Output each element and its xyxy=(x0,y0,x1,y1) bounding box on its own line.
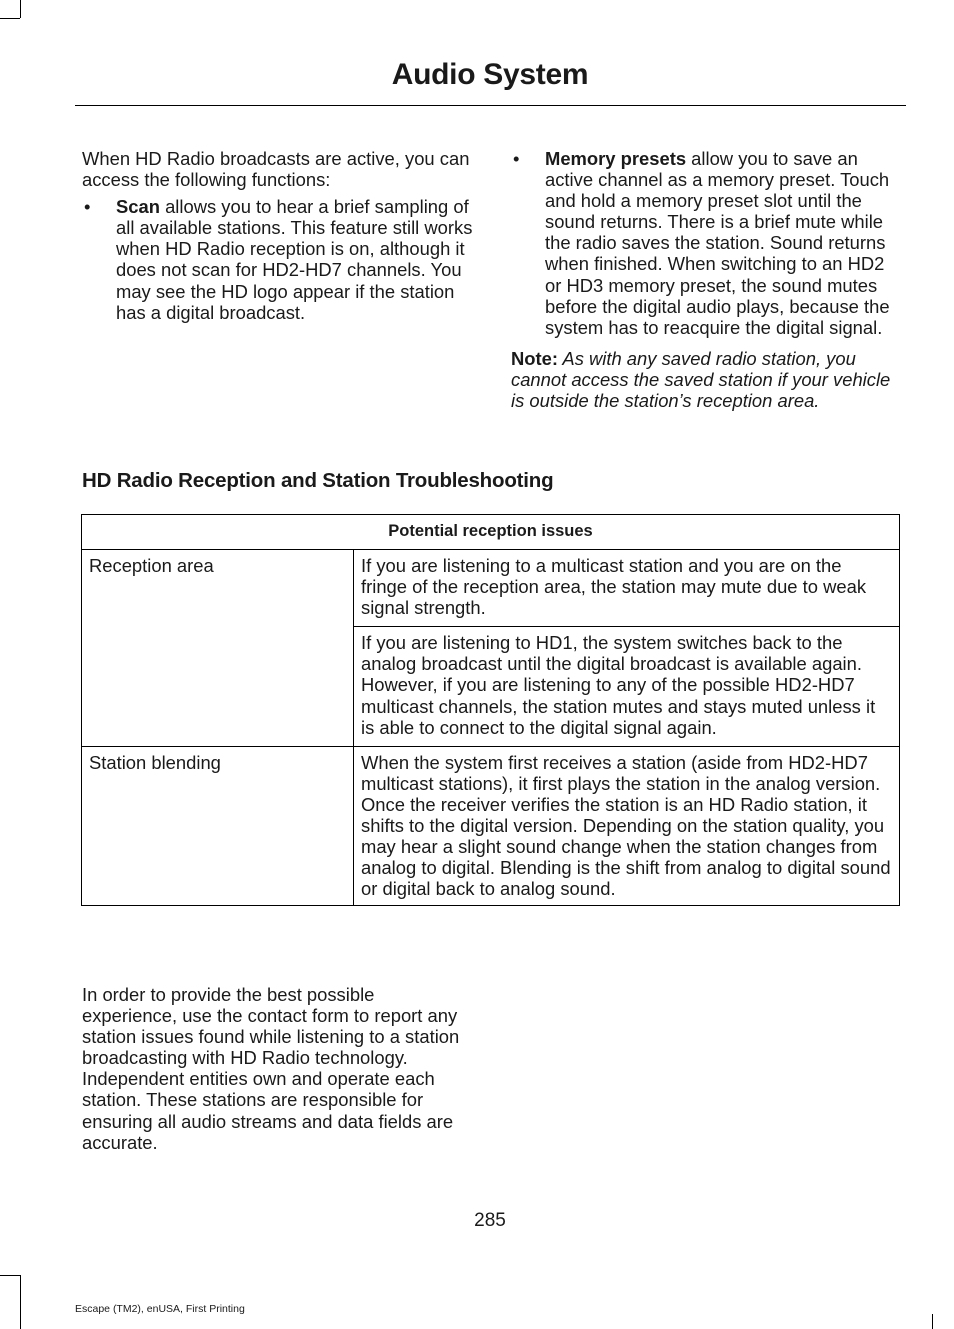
note-label: Note: xyxy=(511,347,558,369)
intro-paragraph: When HD Radio broadcasts are active, you can access the following functions: xyxy=(82,148,470,191)
crop-mark xyxy=(20,0,21,18)
crop-mark xyxy=(932,1314,933,1329)
closing-paragraph: In order to provide the best possible experience, use the contact form to report any station issues found while listening to a station broadcasting with HD Radio technology. Independent entities own and operate each station. These stations are responsible for ensuring all audio streams and data fields are accurate. xyxy=(82,984,460,1153)
bullet-memory-presets xyxy=(511,148,903,338)
table-row-label: Station blending xyxy=(82,746,354,906)
crop-mark xyxy=(0,18,20,19)
page-number: 285 xyxy=(474,1210,506,1231)
table-cell-text: When the system first receives a station (aside from HD2-HD7 multicast stations), it first plays the station in the analog version. Once the receiver verifies the station is an HD Radio station, it shifts to the digital version. Depending on the station quality, you may hear a slight sound change when the station changes from analog to digital. Blending is the shift from analog to digital sound or digital back to analog sound. xyxy=(354,746,900,906)
bullet-marker: • xyxy=(513,148,520,169)
table-row xyxy=(82,550,900,627)
right-column xyxy=(511,148,903,411)
bullet-text: allows you to hear a brief sampling of all available stations. This feature still works when HD Radio reception is on, although it does not scan for HD2-HD7 channels. You may see the HD logo appear if the station has a digital broadcast. xyxy=(116,196,473,323)
note-paragraph xyxy=(511,348,903,411)
bullet-text: allow you to save an active channel as a memory preset. Touch and hold a memory preset slot until the sound returns. There is a brief mute while the radio saves the station. Sound returns when finished. When switching to an HD2 or HD3 memory preset, the sound mutes before the digital audio plays, because the system has to reacquire the digital signal. xyxy=(545,148,890,338)
table-header-row xyxy=(82,515,900,550)
table-row xyxy=(82,746,900,906)
bullet-term: Scan xyxy=(116,196,160,218)
bullet-term: Memory presets xyxy=(545,148,687,169)
bullet-marker: • xyxy=(84,196,91,218)
page-title: Audio System xyxy=(391,58,589,91)
table-cell-text: If you are listening to HD1, the system switches back to the analog broadcast until the digital broadcast is available again. However, if you are listening to any of the possible HD2-HD7 multicast channels, the station mutes and stays muted unless it is able to connect to the digital signal again. xyxy=(354,627,900,746)
left-column xyxy=(82,148,474,323)
section-heading: HD Radio Reception and Station Troubleshooting xyxy=(82,469,554,492)
header-rule xyxy=(75,105,906,106)
note-text: As with any saved radio station, you cannot access the saved station if your vehicle is outside the station’s reception area. xyxy=(511,347,891,412)
table-row-label: Reception area xyxy=(82,550,354,747)
footer-text: Escape (TM2), enUSA, First Printing xyxy=(75,1303,245,1315)
table-cell-text: If you are listening to a multicast station and you are on the fringe of the reception area, the station may mute due to weak signal strength. xyxy=(354,550,900,627)
bullet-scan xyxy=(82,196,474,323)
crop-mark xyxy=(20,1275,21,1329)
reception-issues-table xyxy=(81,514,900,906)
crop-mark xyxy=(0,1275,20,1276)
table-header: Potential reception issues xyxy=(82,515,900,550)
